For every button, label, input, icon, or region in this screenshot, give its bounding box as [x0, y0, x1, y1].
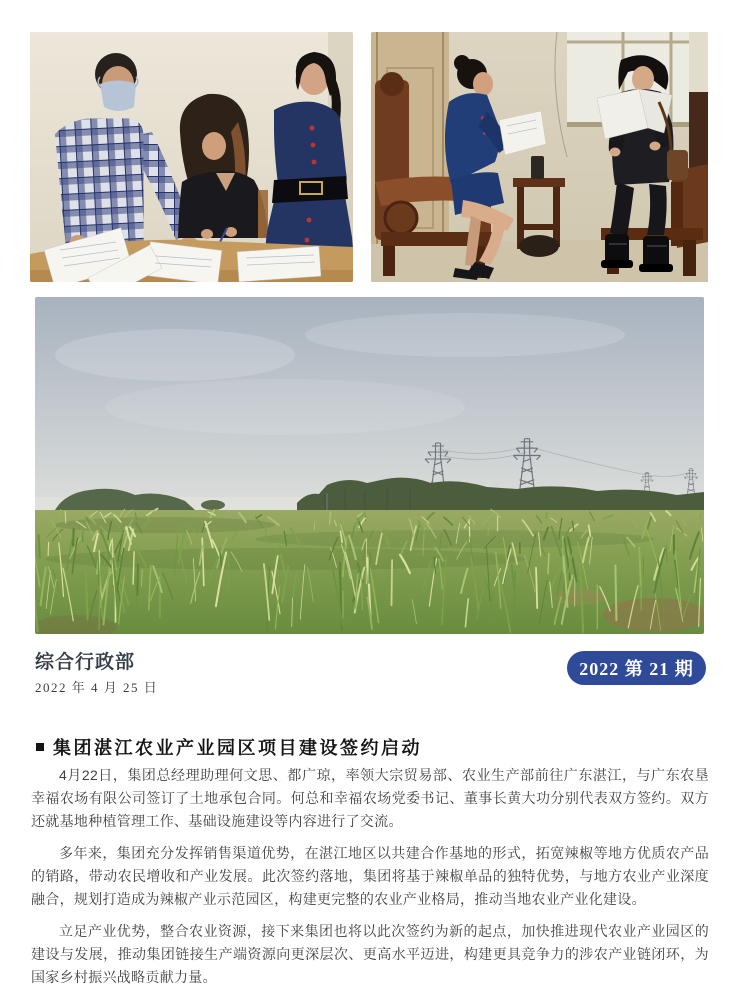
department-name: 综合行政部	[35, 652, 136, 673]
issue-number-badge: 2022 第 21 期	[567, 651, 706, 685]
issue-date: 2022 年 4 月 25 日	[35, 680, 159, 695]
farmland-field-photo	[35, 297, 704, 634]
signing-ceremony-illustration	[30, 32, 353, 282]
article-paragraph: 4月22日，集团总经理助理何文思、都广琼，率领大宗贸易部、农业生产部前往广东湛江，与广东农垦幸福农场有限公司签订了土地承包合同。何总和幸福农场党委书记、董事长黄大功分别代表双方签约。双方还就基地种植管理工作、基础设施建设等内容进行了交流。	[31, 767, 709, 829]
square-bullet-icon	[36, 743, 44, 751]
article-headline	[36, 734, 422, 760]
document-review-photo	[371, 32, 708, 282]
article-headline-text: 集团湛江农业产业园区项目建设签约启动	[53, 738, 422, 758]
signing-ceremony-photo	[30, 32, 353, 282]
article-paragraph: 多年来，集团充分发挥销售渠道优势，在湛江地区以共建合作基地的形式，拓宽辣椒等地方优质农产品的销路，带动农民增收和产业发展。此次签约落地，集团将基于辣椒单品的独特优势，与地方农业产业深度融合，规划打造成为辣椒产业示范园区，构建更完整的农业产业格局，推动当地农业产业化建设。	[31, 845, 709, 907]
document-review-illustration	[371, 32, 708, 282]
article-body	[31, 764, 709, 998]
article-paragraph: 立足产业优势，整合农业资源，接下来集团也将以此次签约为新的起点，加快推进现代农业产业园区的建设与发展，推动集团链接生产端资源向更深层次、更高水平迈进，构建更具竞争力的涉农产业链闭环，为国家乡村振兴战略贡献力量。	[31, 923, 709, 985]
farmland-illustration	[35, 297, 704, 634]
